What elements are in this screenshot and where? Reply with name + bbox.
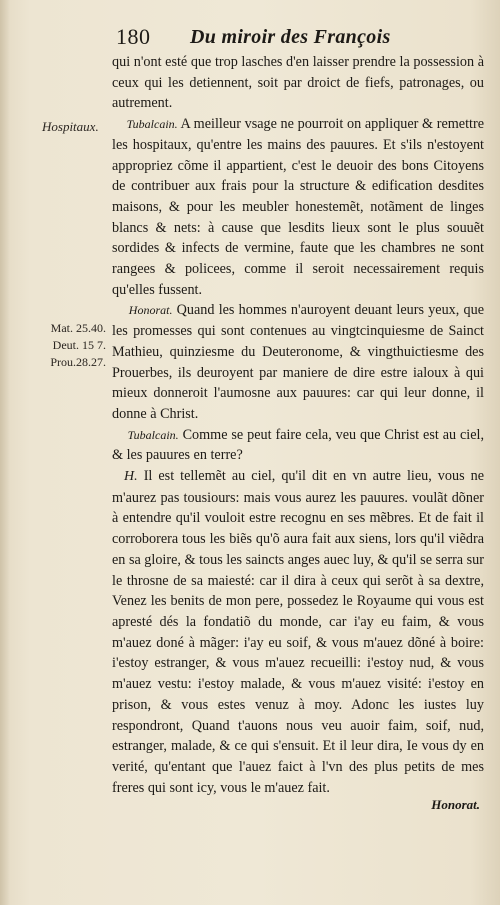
paragraph — [112, 52, 484, 114]
paragraph-text: qui n'ont esté que trop lasches d'en laisser prendre la possession à ceux qui les detiennent, soit par droict de fiefs, patronages, ou autrement. — [112, 54, 484, 112]
speaker-name: Tubalcain. — [127, 427, 179, 442]
page-number: 180 — [116, 24, 151, 49]
page-header — [112, 24, 484, 54]
paragraph-text: Comme se peut faire cela, veu que Christ est au ciel, & les pauures en terre? — [112, 426, 485, 464]
paragraph — [112, 114, 484, 300]
margin-ref: Mat. 25.40. — [50, 321, 106, 335]
page-gutter-shadow — [0, 0, 10, 905]
running-title: Du miroir des François — [190, 26, 391, 48]
speaker-name: H. — [124, 469, 138, 485]
paragraph-text: A meilleur vsage ne pourroit on appliquer & remettre les hospitaux, qu'entre les mains des pauures. Et s'ils n'estoyent appropriez cõme il appartient, c'est le deuoir des bons Citoyens de contribuer aux frais pour la structure & edification desdites maisons, & pour les meubler honestemẽt, notãment de linges blancs & nets: à cause que lesdits lieux sont le plus souuẽt sordides & infects de vermine, faute que les chambres ne sont rangees & policees, comme il seroit necessairement requis qu'elles fussent. — [112, 116, 485, 298]
paragraph-text: Il est tellemẽt au ciel, qu'il dit en vn autre lieu, vous ne m'aurez pas tousiours: mais vous aurez les pauures. voulãt dõner à entendre qu'il vouloit estre recognu en ses mẽbres. Et de fait il corroborera tous les biẽs qu'õ aura fait aux siens, lors qu'il viẽdra en sa gloire, & tous les saincts anges auec luy, & qu'il se serra sur le throsne de sa maiesté: car il dira à ceux qui serõt à sa dextre, Venez les benits de mon pere, possedez le Royaume qui vous est apresté dés la fondatiõ du monde, car i'ay eu faim, & vous m'auez doné à mãger: i'ay eu soif, & vous m'auez dõné à boire: i'estoy estranger, & vous m'auez recueilli: i'estoy nud, & vous m'auez vestu: i'estoy malade, & vous m'auez visité: i'estoy en prison, & vous estes venuz à moy. Adonc les iustes luy respondront, Quand t'auons nous veu auoir faim, soif, nud, estranger, malade, & ce qui s'ensuit. Et il leur dira, Ie vous dy en verité, qu'entant que l'auez faict à l'vn des plus petits de mes freres qui sont icy, vous le m'auez fait. — [112, 468, 485, 796]
paragraph — [112, 466, 484, 798]
margin-ref: Prou.28.27. — [50, 355, 106, 369]
speaker-name: Honorat. — [128, 303, 173, 318]
margin-references — [26, 320, 106, 371]
speaker-name: Tubalcain. — [126, 117, 178, 132]
paragraph — [112, 300, 484, 424]
margin-ref: Deut. 15 7. — [52, 338, 106, 352]
catchword: Honorat. — [431, 797, 480, 812]
paragraph — [112, 425, 484, 466]
margin-note-hospitaux: Hospitaux. — [42, 119, 99, 134]
paragraph-text: Quand les hommes n'auroyent deuant leurs yeux, que les promesses qui sont contenues au vingtcinquiesme de Sainct Mathieu, quinziesme du Deuteronome, & vingthuictiesme des Prouerbes, ils deuroyent par maniere de dire estre ialoux à qui mieux donneroit l'aumosne aux pauures: car qui leur donne, il donne à Christ. — [112, 302, 485, 422]
body-text — [112, 52, 484, 798]
